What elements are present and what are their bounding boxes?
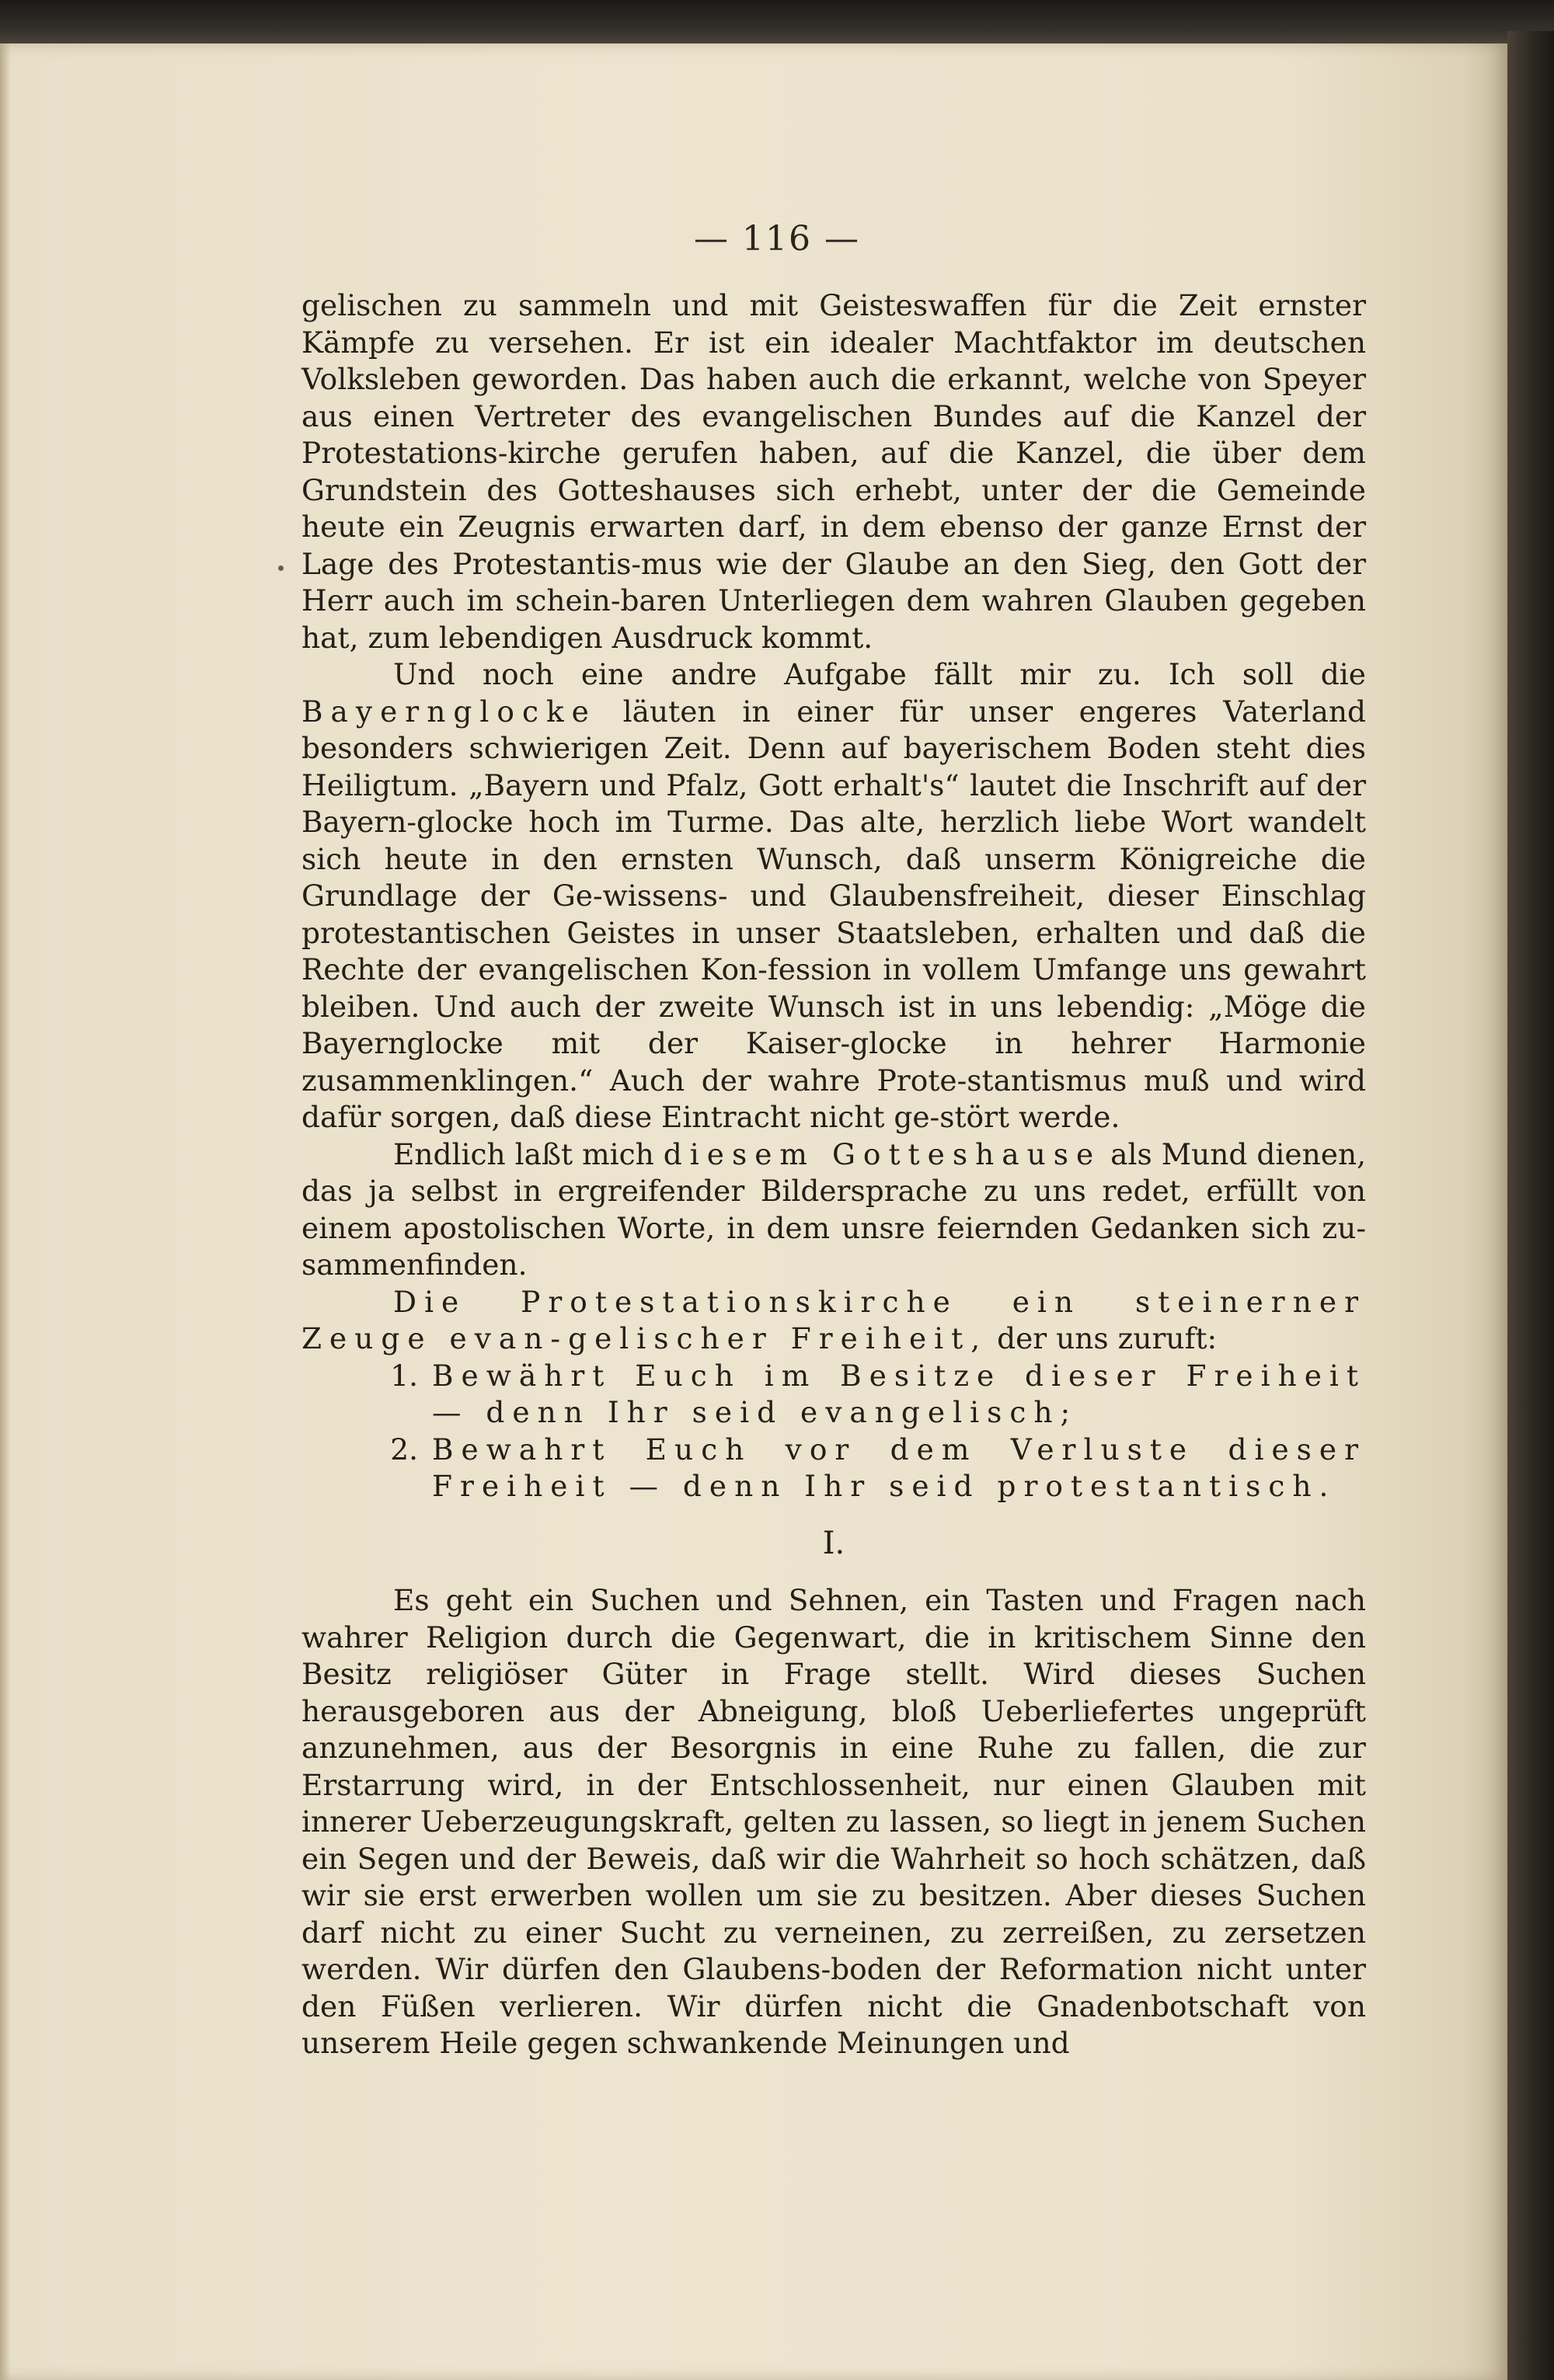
list-item-text: Bewahrt Euch vor dem Verluste dieser Freiheit — denn Ihr seid protestantisch.	[432, 1432, 1366, 1503]
house-paragraph-lead: Endlich laßt mich	[393, 1136, 654, 1171]
list-item-number: 1.	[390, 1358, 418, 1393]
house-spaced-phrase: diesem Gotteshause	[663, 1136, 1102, 1171]
intro-paragraph: gelischen zu sammeln und mit Geisteswaffen für die Zeit ernster Kämpfe zu versehen. Er ist ein idealer Machtfaktor im deutschen Volksleben geworden. Das haben auch die erkannt, welche von Speyer aus einen Vertreter des evangelischen Bundes auf die Kanzel der Protestations-kirche gerufen haben, auf die Kanzel, die über dem Grundstein des Gotteshauses sich erhebt, unter der die Gemeinde heute ein Zeugnis erwarten darf, in dem ebenso der ganze Ernst der Lage des Protestantis-mus wie der Glaube an den Sieg, den Gott der Herr auch im schein-baren Unterliegen dem wahren Glauben gegeben hat, zum lebendigen Ausdruck kommt.	[301, 288, 1366, 655]
bell-paragraph-rest: läuten in einer für unser engeres Vaterland besonders schwierigen Zeit. Denn auf bayerischem Boden steht dies Heiligtum. „Bayern und Pfalz, Gott erhalt's“ lautet die Inschrift auf der Bayern-glocke hoch im Turme. Das alte, herzlich liebe Wort wandelt sich heute in den ernsten Wunsch, daß unserm Königreiche die Grundlage der Ge-wissens- und Glaubensfreiheit, dieser Einschlag protestantischen Geistes in unser Staatsleben, erhalten und daß die Rechte der evangelischen Kon-fession in vollem Umfange uns gewahrt bleiben. Und auch der zweite Wunsch ist in uns lebendig: „Möge die Bayernglocke mit der Kaiser-glocke in hehrer Harmonie zusammenklingen.“ Auch der wahre Prote-stantismus muß und wird dafür sorgen, daß diese Eintracht nicht ge-stört werde.	[301, 694, 1367, 1134]
list-item	[301, 1432, 1366, 1505]
bell-spaced-word: Bayernglocke	[301, 694, 597, 729]
list-item-number: 2.	[390, 1432, 418, 1467]
section-heading: I.	[822, 1525, 845, 1561]
bell-paragraph	[301, 656, 1366, 1136]
house-paragraph	[301, 1136, 1366, 1284]
witness-paragraph	[301, 1284, 1366, 1358]
list-item-text: Bewährt Euch im Besitze dieser Freiheit — denn Ihr seid evangelisch;	[432, 1358, 1366, 1429]
witness-paragraph-rest: der uns zuruft:	[997, 1321, 1218, 1355]
page-left-edge	[0, 43, 11, 2380]
page-number-header: — 116 —	[694, 219, 860, 259]
witness-spaced-phrase: Die Protestationskirche ein steinerner Zeuge evan-gelischer Freiheit,	[301, 1284, 1366, 1355]
ink-speck	[278, 565, 284, 571]
book-edge-top	[0, 0, 1554, 43]
house-paragraph-rest: als Mund dienen, das ja selbst in ergreifender Bildersprache zu uns redet, erfüllt von einem apostolischen Worte, in dem unsre feiernden Gedanken sich zu-sammenfinden.	[301, 1136, 1367, 1282]
exhortation-list	[301, 1358, 1366, 1505]
section-paragraph: Es geht ein Suchen und Sehnen, ein Tasten und Fragen nach wahrer Religion durch die Gegenwart, die in kritischem Sinne den Besitz religiöser Güter in Frage stellt. Wird dieses Suchen herausgeboren aus der Abneigung, bloß Ueberliefertes ungeprüft anzunehmen, aus der Besorgnis in eine Ruhe zu fallen, die zur Erstarrung wird, in der Entschlossenheit, nur einen Glauben mit innerer Ueberzeugungskraft, gelten zu lassen, so liegt in jenem Suchen ein Segen und der Beweis, daß wir die Wahrheit so hoch schätzen, daß wir sie erst erwerben wollen um sie zu besitzen. Aber dieses Suchen darf nicht zu einer Sucht zu verneinen, zu zerreißen, zu zersetzen werden. Wir dürfen den Glaubens-boden der Reformation nicht unter den Füßen verlieren. Wir dürfen nicht die Gnadenbotschaft von unserem Heile gegen schwankende Meinungen und	[301, 1583, 1366, 2060]
book-spine	[1507, 31, 1554, 2380]
text-body	[301, 287, 1366, 2062]
list-item	[301, 1358, 1366, 1432]
bell-paragraph-lead: Und noch eine andre Aufgabe fällt mir zu. Ich soll die	[393, 657, 1366, 691]
